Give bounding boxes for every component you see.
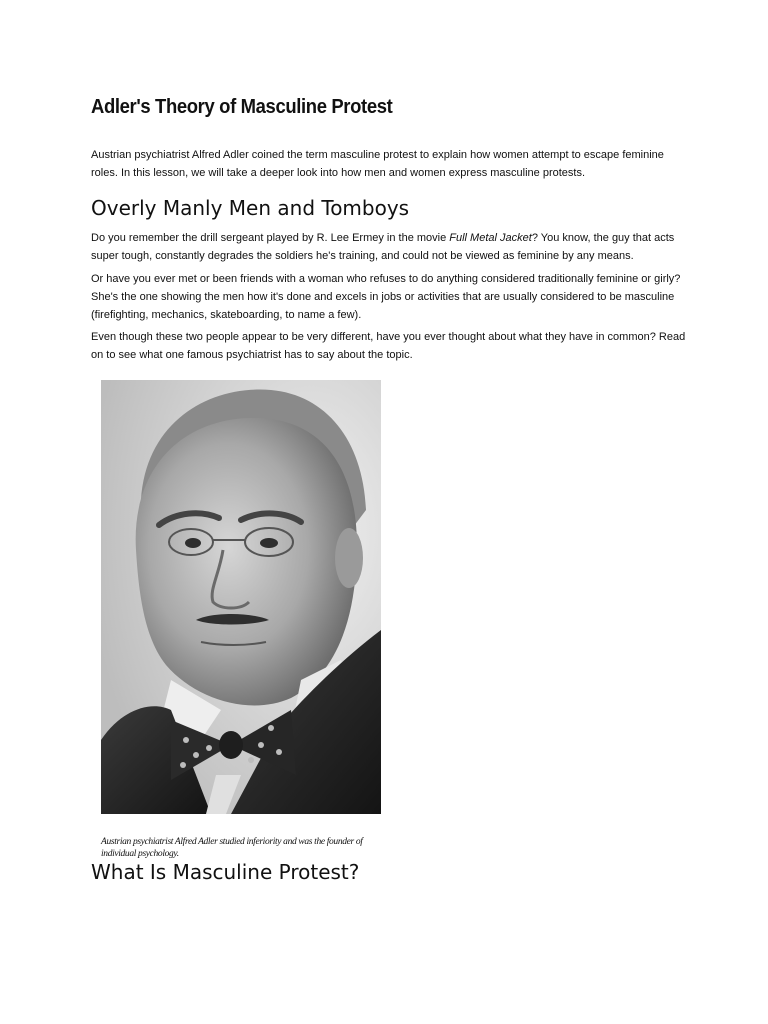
article-title: Adler's Theory of Masculine Protest (91, 95, 393, 118)
section-heading-manly-men: Overly Manly Men and Tomboys (91, 196, 410, 220)
paragraph-in-common: Even though these two people appear to be very different, have you ever thought about what they have in common? Read on to see what one famous psychiatrist has to say about the topic. (91, 331, 686, 361)
figure-caption: Austrian psychiatrist Alfred Adler studied inferiority and was the founder of individual psychology. (101, 837, 363, 859)
movie-title: Full Metal Jacket (449, 232, 532, 244)
paragraph-text: ? You know, the guy that acts super tough, constantly degrades the soldiers he's training, and could not be viewed as feminine by any means. (91, 232, 675, 262)
intro-paragraph: Austrian psychiatrist Alfred Adler coined the term masculine protest to explain how women attempt to escape feminine roles. In this lesson, we will take a deeper look into how men and women express masculine protests. (91, 149, 664, 179)
paragraph-text: Do you remember the drill sergeant played by R. Lee Ermey in the movie (91, 232, 450, 244)
portrait-photo (101, 380, 381, 814)
section-heading-masculine-protest: What Is Masculine Protest? (91, 860, 360, 884)
paragraph-tomboy: Or have you ever met or been friends with a woman who refuses to do anything considered traditionally feminine or girly? She's the one showing the men how it's done and excels in jobs or activities that are usually considered to be masculine (firefighting, mechanics, skateboarding, to name a few). (91, 273, 681, 321)
paragraph-drill-sergeant (91, 229, 691, 265)
